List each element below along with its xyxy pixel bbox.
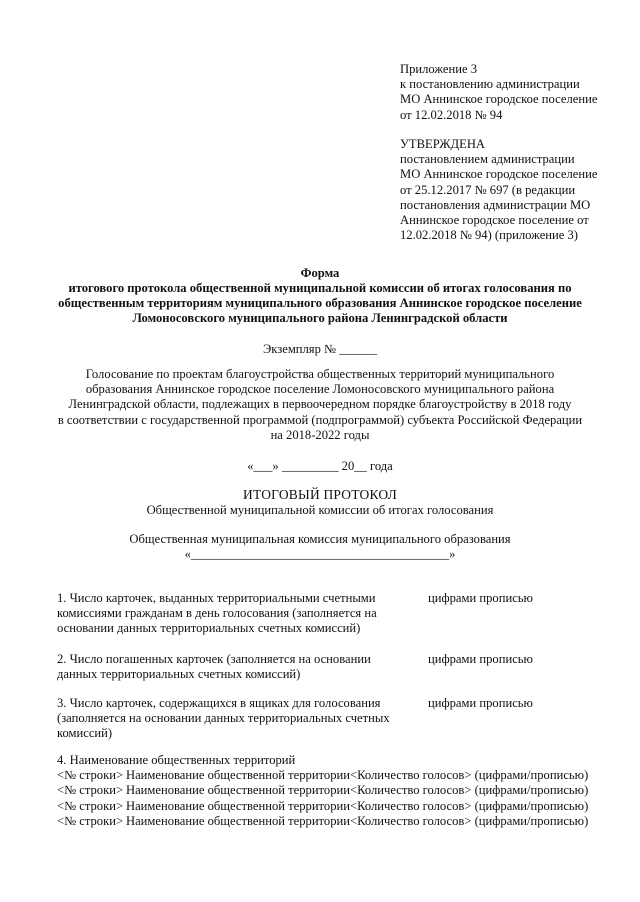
item-cancelled-cards [57,652,407,682]
territory-row [57,783,617,798]
approval-line: МО Аннинское городское поселение [400,167,598,182]
form-title [40,281,600,327]
approval-line: 12.02.2018 № 94) (приложение 3) [400,228,578,243]
item-line: 2. Число погашенных карточек (заполняется на основании [57,652,371,666]
voting-line: на 2018-2022 годы [270,427,370,442]
item-line: данных территориальных счетных комиссий) [57,667,301,682]
territory-row [57,814,617,829]
form-title-line: общественным территориям муниципального образования Аннинское городское поселение [58,296,582,311]
voting-description [40,367,600,443]
item-value-format: цифрами прописью [428,696,533,710]
row-number: <№ строки> [57,768,124,783]
item-line: (заполняется на основании данных территориальных счетных [57,711,390,726]
item-issued-cards [57,591,407,637]
approval-title: УТВЕРЖДЕНА [400,137,486,151]
form-title-line: итогового протокола общественной муниципальной комиссии об итогах голосования по [68,281,572,295]
item-line: комиссий) [57,726,113,741]
appendix-line: Приложение 3 [400,62,478,76]
date-line: «___» _________ 20__ года [247,459,393,473]
protocol-heading: ИТОГОВЫЙ ПРОТОКОЛ [243,487,397,502]
form-title-line: Ломоносовского муниципального района Ленинградской области [132,311,508,326]
appendix-line: МО Аннинское городское поселение [400,92,598,107]
row-number: <№ строки> [57,798,124,813]
item-ballot-box-cards [57,696,407,742]
approval-line: постановлением администрации [400,152,575,167]
item-line: 3. Число карточек, содержащихся в ящиках для голосования [57,696,381,710]
row-text: Наименование общественной территории<Количество голосов> (цифрами/прописью) [126,783,589,798]
approval-block [400,137,630,243]
voting-line: образования Аннинское городское поселение Ломоносовского муниципального района [85,382,555,397]
item-line: основании данных территориальных счетных комиссий) [57,621,361,636]
row-text: Наименование общественной территории<Количество голосов> (цифрами/прописью) [126,768,589,783]
territory-row [57,768,617,783]
approval-line: от 25.12.2017 № 697 (в редакции [400,182,576,197]
approval-line: Аннинское городское поселение от [400,213,589,228]
voting-line: Голосование по проектам благоустройства общественных территорий муниципального [85,367,555,381]
form-label: Форма [300,266,340,280]
voting-line: в соответствии с государственной программой (подпрограммой) субъекта Российской Федерации [57,412,583,427]
commission-label: Общественная муниципальная комиссия муниципального образования [129,532,511,546]
item-line: комиссиями гражданам в день голосования (заполняется на [57,606,377,621]
row-text: Наименование общественной территории<Количество голосов> (цифрами/прописью) [126,798,589,813]
row-number: <№ строки> [57,783,124,798]
appendix-block [400,62,630,123]
commission-name-blank: «_________________________________________» [184,547,456,561]
item-value-format: цифрами прописью [428,591,533,605]
protocol-subheading: Общественной муниципальной комиссии об итогах голосования [146,503,494,517]
territories-title: 4. Наименование общественных территорий [57,753,296,767]
appendix-line: к постановлению администрации [400,77,580,92]
territories-section [57,753,617,829]
row-number: <№ строки> [57,813,124,828]
voting-line: Ленинградской области, подлежащих в первоочередном порядке благоустройству в 2018 году [68,397,572,412]
row-text: Наименование общественной территории<Количество голосов> (цифрами/прописью) [126,813,589,828]
appendix-line: от 12.02.2018 № 94 [400,107,503,122]
approval-line: постановления администрации МО [400,197,591,212]
item-line: 1. Число карточек, выданных территориальными счетными [57,591,376,605]
item-value-format: цифрами прописью [428,652,533,666]
territory-row [57,799,617,814]
copy-number: Экземпляр № ______ [262,342,377,356]
